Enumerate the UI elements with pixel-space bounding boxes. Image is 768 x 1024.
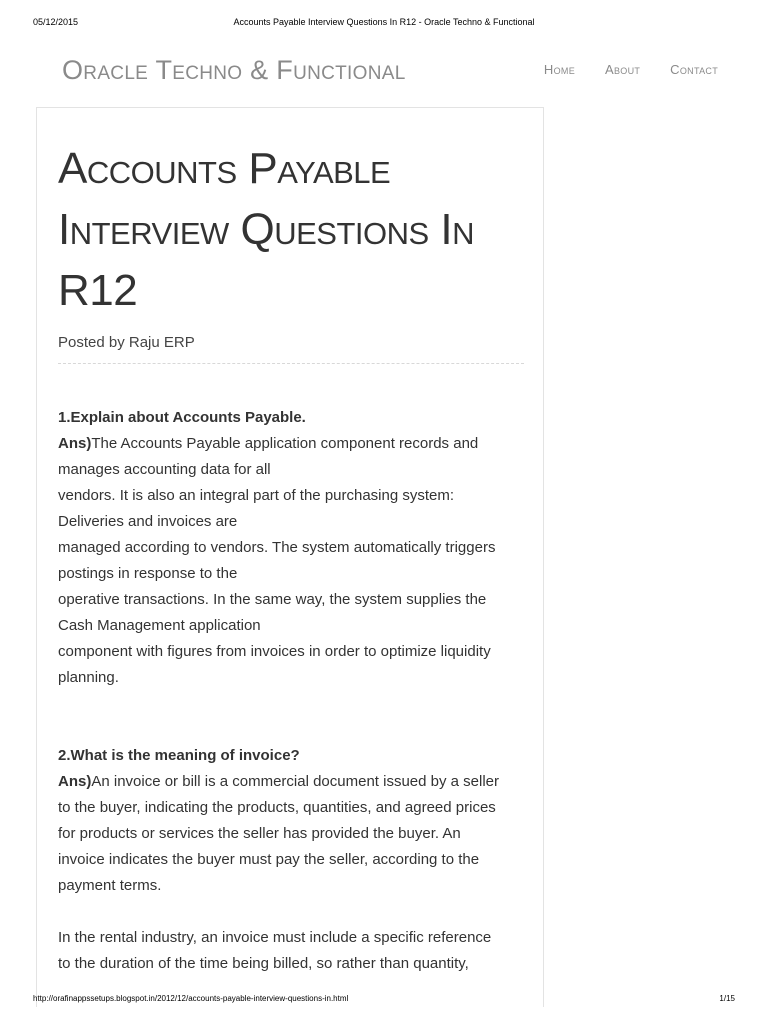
answer-line: component with figures from invoices in order to optimize liquidity: [58, 643, 491, 660]
post-body: [58, 405, 528, 977]
answer-line: Cash Management application: [58, 617, 261, 634]
answer-line: invoice indicates the buyer must pay the seller, according to the: [58, 851, 480, 868]
print-url: http://orafinappssetups.blogspot.in/2012/12/accounts-payable-interview-questions-in.html: [33, 994, 349, 1003]
answer-line: managed according to vendors. The system automatically triggers: [58, 539, 496, 556]
print-date: 05/12/2015: [33, 17, 79, 27]
post-title: Accounts Payable Interview Questions In R12: [58, 144, 475, 315]
print-footer: [0, 994, 768, 1008]
answer-line: operative transactions. In the same way, the system supplies the: [58, 591, 487, 608]
nav-contact[interactable]: Contact: [670, 62, 718, 77]
answer-1: [58, 431, 528, 691]
post-byline: Posted by Raju ERP: [58, 334, 195, 351]
answer-line: [58, 769, 528, 795]
spacer: [58, 691, 528, 743]
answer-line: to the buyer, indicating the products, quantities, and agreed prices: [58, 799, 496, 816]
answer-2-paragraph-2: [58, 925, 528, 977]
print-header: [0, 17, 768, 31]
answer-line: payment terms.: [58, 877, 162, 894]
question-1: 1.Explain about Accounts Payable.: [58, 409, 306, 426]
print-page-title: Accounts Payable Interview Questions In R12 - Oracle Techno & Functional: [233, 17, 535, 27]
post-card: [36, 107, 544, 1007]
spacer: [58, 899, 528, 925]
answer-text: The Accounts Payable application component records and: [91, 435, 479, 452]
answer-line: [58, 431, 528, 457]
answer-line: Deliveries and invoices are: [58, 513, 238, 530]
print-page-number: 1/15: [719, 994, 735, 1003]
answer-line: manages accounting data for all: [58, 461, 271, 478]
ans-label: Ans): [58, 435, 92, 452]
byline-divider: [58, 363, 524, 364]
answer-line: planning.: [58, 669, 119, 686]
answer-2: [58, 769, 528, 899]
answer-line: postings in response to the: [58, 565, 238, 582]
nav-about[interactable]: About: [605, 62, 641, 77]
site-title[interactable]: Oracle Techno & Functional: [62, 55, 406, 85]
ans-label: Ans): [58, 773, 92, 790]
answer-line: In the rental industry, an invoice must include a specific reference: [58, 929, 492, 946]
nav-home[interactable]: Home: [543, 62, 575, 77]
question-2: 2.What is the meaning of invoice?: [58, 747, 300, 764]
answer-line: vendors. It is also an integral part of the purchasing system:: [58, 487, 455, 504]
top-nav: [544, 62, 718, 77]
answer-line: for products or services the seller has provided the buyer. An: [58, 825, 461, 842]
answer-text: An invoice or bill is a commercial document issued by a seller: [91, 773, 500, 790]
answer-line: to the duration of the time being billed, so rather than quantity,: [58, 955, 469, 972]
